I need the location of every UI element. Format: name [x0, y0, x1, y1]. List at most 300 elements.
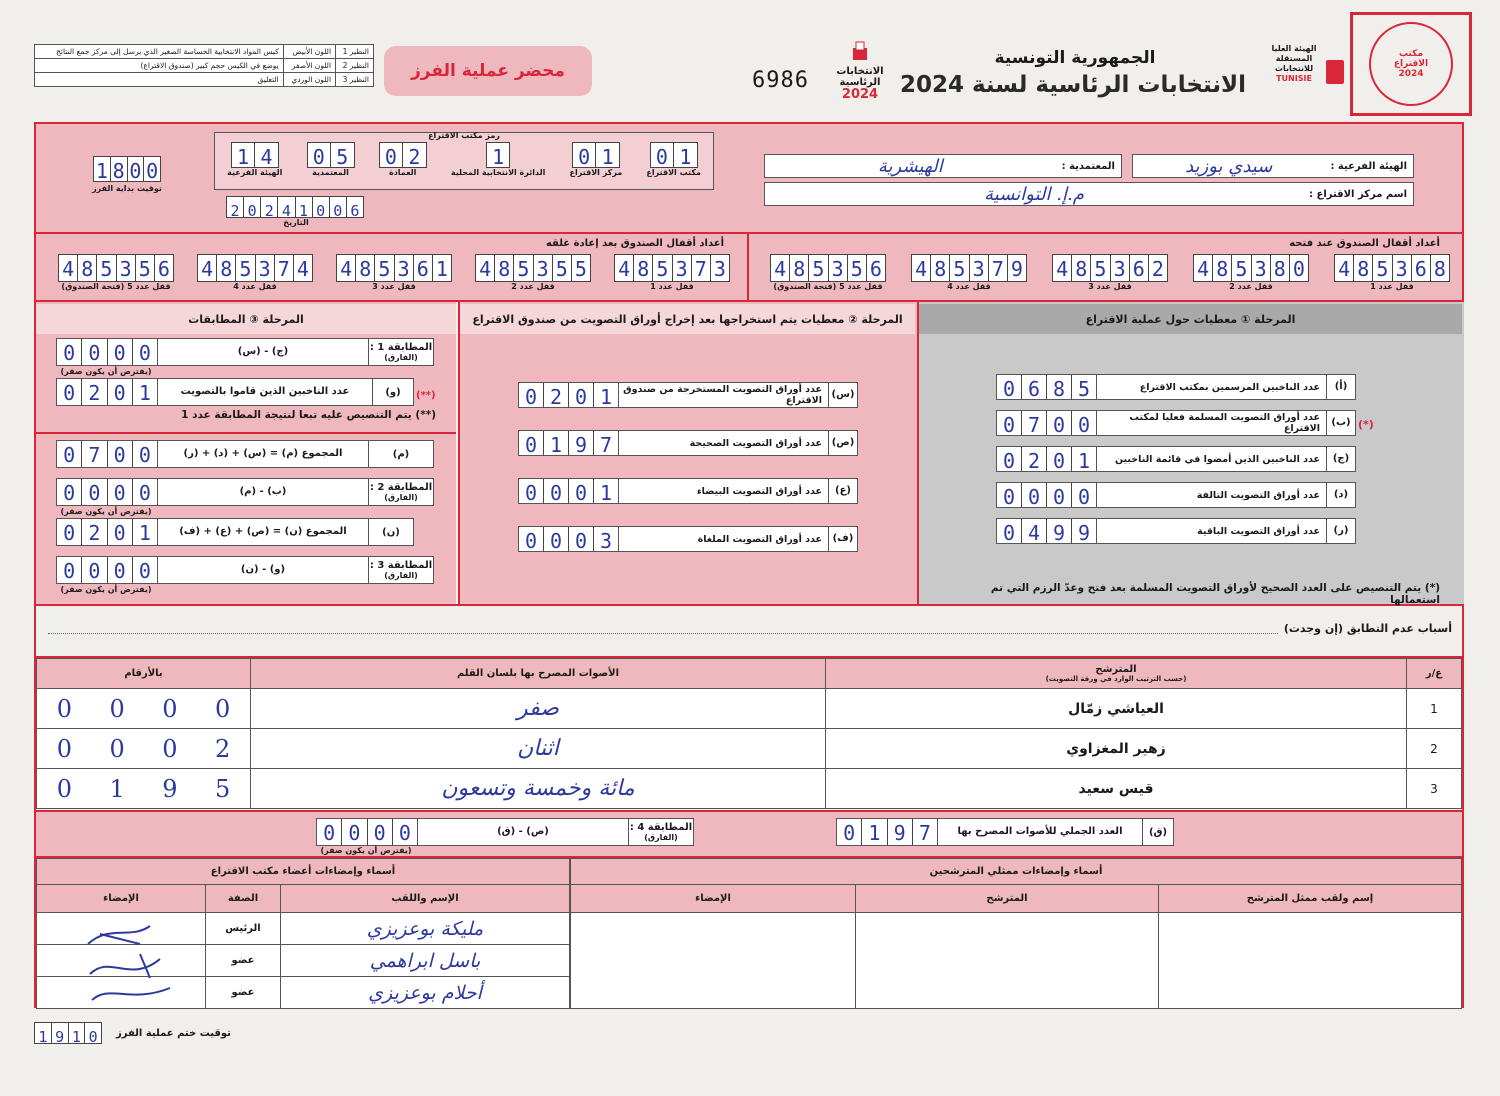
- value-digit: 0: [837, 819, 862, 845]
- start-time-digit: 8: [111, 157, 128, 181]
- code-box: [214, 132, 714, 190]
- m2-sub: (الفارق): [384, 493, 418, 502]
- col-digits: بالأرقام: [37, 659, 251, 689]
- value-digit: 9: [569, 431, 594, 455]
- m2-row: [56, 478, 434, 506]
- value-digit: 0: [544, 527, 569, 551]
- lock-digit: 3: [673, 255, 692, 281]
- phase-row-code: (د): [1326, 483, 1355, 507]
- subcommittee-row: [1132, 154, 1414, 178]
- lock-label: قفل عدد 5 (فتحة الصندوق): [773, 282, 883, 291]
- result-digit: 9: [162, 774, 178, 803]
- lock-value: [1193, 254, 1309, 282]
- phase-row-code: (ب): [1326, 411, 1355, 435]
- result-candidate: قيس سعيد: [826, 769, 1407, 809]
- lock-digit: 3: [713, 257, 726, 281]
- lock-digit: 8: [356, 255, 375, 281]
- lock-digit: 5: [514, 255, 533, 281]
- n-row: [56, 518, 414, 546]
- lock-digit: 5: [1091, 255, 1110, 281]
- flag-icon: [1326, 60, 1344, 84]
- value-digit: 0: [57, 339, 82, 365]
- code-label: المعتمدية: [312, 168, 349, 177]
- q-value: [837, 819, 937, 845]
- lock-item: [336, 254, 452, 291]
- result-digits-value: [38, 695, 249, 723]
- lock-digit: 6: [157, 257, 170, 281]
- lock-label: قفل عدد 3: [1088, 282, 1132, 291]
- lock-digit: 3: [1111, 255, 1130, 281]
- lock-digit: 3: [395, 255, 414, 281]
- end-time-value: [34, 1022, 102, 1044]
- logo-line-2: الرئاسية: [839, 77, 881, 88]
- lock-digit: 4: [476, 255, 495, 281]
- lock-digit: 4: [912, 255, 931, 281]
- lock-label: قفل عدد 4: [233, 282, 277, 291]
- code-item: [570, 142, 623, 177]
- w-note: (**) يتم التنصيص عليه تبعا لنتيجة المطابقة عدد 1: [181, 409, 436, 421]
- result-digits-value: [38, 775, 249, 803]
- delegation-label: المعتمدية :: [1061, 160, 1115, 172]
- results-table: [36, 658, 1462, 809]
- value-digit: 0: [569, 479, 594, 503]
- phase-row-label: عدد الناخبين المرسمين بمكتب الاقتراع: [1139, 381, 1320, 393]
- value-digit: 0: [519, 431, 544, 455]
- lock-digit: 6: [414, 255, 433, 281]
- n-code: (ن): [382, 526, 400, 538]
- phase-row: [518, 382, 858, 408]
- lock-digit: 3: [1252, 255, 1271, 281]
- lock-digit: 5: [136, 255, 155, 281]
- value-digit: 0: [997, 447, 1022, 471]
- reps-col-candidate: المترشح: [856, 885, 1159, 913]
- result-digits-value: [38, 735, 249, 763]
- value-digit: 0: [997, 519, 1022, 543]
- start-time-block: [72, 156, 182, 193]
- lock-digit: 5: [1232, 255, 1251, 281]
- code-digit: 5: [336, 145, 349, 169]
- lock-digit: 7: [989, 255, 1008, 281]
- discrepancy-label: أسباب عدم التطابق (إن وجدت): [1283, 622, 1452, 635]
- value-digit: 6: [1022, 375, 1047, 399]
- center-row: [764, 182, 1414, 206]
- code-digit: 0: [380, 143, 404, 167]
- value-digit: 2: [82, 379, 107, 405]
- end-time-digit: 1: [69, 1023, 86, 1043]
- official-stamp: [1350, 12, 1472, 116]
- value-digit: 0: [82, 339, 107, 365]
- phase2-header: [460, 304, 915, 334]
- lock-digit: 6: [869, 257, 882, 281]
- result-digit: 2: [214, 734, 231, 763]
- lock-value: [614, 254, 730, 282]
- value-digit: 0: [398, 821, 411, 845]
- value-digit: 7: [918, 821, 931, 845]
- q-row: [836, 818, 1174, 846]
- result-digit: 0: [214, 694, 231, 723]
- code-value: [572, 142, 620, 168]
- phase-row-code: (ع): [828, 479, 857, 503]
- phase-row: [996, 482, 1356, 508]
- member-role: عضو: [206, 945, 281, 977]
- lock-digit: 5: [553, 255, 572, 281]
- result-digit: 0: [56, 734, 73, 763]
- n-formula: المجموع (ن) = (ص) + (ع) + (ف): [157, 519, 369, 545]
- value-digit: 0: [138, 481, 151, 505]
- authority-brand: TUNISIE: [1276, 74, 1312, 83]
- lock-digit: 8: [1271, 255, 1290, 281]
- phase-row-value: [997, 519, 1097, 543]
- phase-row-label: عدد أوراق التصويت المستخرجة من صندوق الاقتراع: [623, 384, 822, 406]
- phase-row: [518, 430, 858, 456]
- phase-row-value: [997, 375, 1097, 399]
- lock-digit: 3: [117, 255, 136, 281]
- lock-label: قفل عدد 1: [650, 282, 694, 291]
- reps-col-name: إسم ولقب ممثل المترشح: [1159, 885, 1462, 913]
- member-name: مليكة بوعزيزي: [281, 913, 570, 945]
- value-digit: 0: [1047, 483, 1072, 507]
- lock-item: [58, 254, 174, 291]
- phase1-note: (*) يتم التنصيص على العدد الصحيح لأوراق التصويت المسلمة بعد فتح وعدّ الرزم التي تم استعمالها: [990, 582, 1440, 606]
- locks-open-group: [770, 254, 1450, 291]
- value-digit: 0: [108, 379, 133, 405]
- lock-item: [1052, 254, 1168, 291]
- value-digit: 0: [519, 383, 544, 407]
- lock-digit: 6: [1130, 255, 1149, 281]
- lock-digit: 8: [1213, 255, 1232, 281]
- members-col-role: الصفة: [206, 885, 281, 913]
- lock-item: [614, 254, 730, 291]
- code-label: الهيئة الفرعية: [227, 168, 283, 177]
- center-label: اسم مركز الاقتراع :: [1309, 188, 1407, 200]
- lock-digit: 9: [1010, 257, 1023, 281]
- result-digits: [37, 729, 251, 769]
- phase-row-label: عدد أوراق التصويت التالفة: [1196, 489, 1320, 501]
- discrepancy-dotline: [48, 623, 1278, 634]
- m2-note: (يفترض أن يكون صفر): [60, 507, 152, 516]
- phase3-title: المرحلة ③ المطابقات: [188, 312, 304, 326]
- col-candidate-sub: (حسب الترتيب الوارد في ورقة التصويت): [1045, 675, 1187, 683]
- phase-row-code: (ر): [1326, 519, 1355, 543]
- election-logo: [832, 40, 888, 102]
- lock-label: قفل عدد 1: [1370, 282, 1414, 291]
- m3-formula: (و) - (ن): [157, 557, 369, 583]
- lock-digit: 4: [615, 255, 634, 281]
- value-digit: 0: [317, 819, 342, 845]
- lock-item: [770, 254, 886, 291]
- lock-digit: 8: [1354, 255, 1373, 281]
- date-label: التاريخ: [283, 218, 309, 227]
- phase3-header: [36, 304, 456, 334]
- result-candidate: زهير المغزاوي: [826, 729, 1407, 769]
- result-digits: [37, 689, 251, 729]
- m1-row: [56, 338, 434, 366]
- date-value: [226, 196, 364, 218]
- subcommittee-label: الهيئة الفرعية :: [1330, 160, 1407, 172]
- delegation-row: [764, 154, 1122, 178]
- phase-row-value: [997, 447, 1097, 471]
- lock-digit: 8: [495, 255, 514, 281]
- phase-row: [518, 526, 858, 552]
- lock-value: [1052, 254, 1168, 282]
- lock-digit: 4: [1053, 255, 1072, 281]
- date-digit: 0: [313, 197, 330, 217]
- q-label: العدد الجملي للأصوات المصرح بها: [937, 819, 1143, 845]
- lock-value: [1334, 254, 1450, 282]
- form-title-badge: [384, 46, 592, 96]
- lock-digit: 8: [634, 255, 653, 281]
- member-role: الرئيس: [206, 913, 281, 945]
- code-digit: 1: [492, 145, 505, 169]
- phase-row: [996, 410, 1356, 436]
- result-digit: 0: [109, 734, 125, 763]
- code-label: مكتب الاقتراع: [646, 168, 701, 177]
- lock-digit: 8: [1433, 257, 1446, 281]
- value-digit: 0: [138, 341, 151, 365]
- start-time-digit: 1: [94, 157, 111, 181]
- result-no: 3: [1407, 769, 1462, 809]
- lock-digit: 7: [692, 255, 711, 281]
- envelope-desc: التعليق: [35, 73, 284, 87]
- value-digit: 1: [544, 431, 569, 455]
- lock-digit: 5: [848, 255, 867, 281]
- n-value: [57, 519, 157, 545]
- m2-formula: (ب) - (م): [157, 479, 369, 505]
- value-digit: 9: [1047, 519, 1072, 543]
- value-digit: 0: [82, 557, 107, 583]
- result-digit: 0: [162, 734, 178, 763]
- value-digit: 0: [997, 483, 1022, 507]
- lock-digit: 4: [1194, 255, 1213, 281]
- phase-row-code: (ج): [1326, 447, 1355, 471]
- m-row: [56, 440, 434, 468]
- date-digit: 6: [350, 202, 360, 220]
- value-digit: 0: [108, 339, 133, 365]
- phase1-rows: [996, 374, 1356, 554]
- lock-digit: 7: [275, 255, 294, 281]
- result-no: 1: [1407, 689, 1462, 729]
- end-time-digit: 9: [52, 1023, 69, 1043]
- phase-row-value: [519, 431, 619, 455]
- value-digit: 2: [544, 383, 569, 407]
- reps-col-signature: الإمضاء: [571, 885, 856, 913]
- date-block: [226, 196, 366, 227]
- lock-digit: 5: [574, 257, 587, 281]
- value-digit: 0: [108, 557, 133, 583]
- value-digit: 0: [1047, 447, 1072, 471]
- lock-digit: 2: [1151, 257, 1164, 281]
- phase-row-value: [519, 479, 619, 503]
- phase1-star: (*): [1358, 418, 1374, 431]
- result-digit: 0: [56, 774, 73, 803]
- phase-row-code: (ص): [828, 431, 857, 455]
- envelope-row: [35, 45, 374, 59]
- w-label: عدد الناخبين الذين قاموا بالتصويت: [157, 379, 373, 405]
- value-digit: 1: [599, 385, 613, 409]
- lock-label: قفل عدد 2: [511, 282, 555, 291]
- delegation-value: الهيشرية: [877, 155, 943, 177]
- value-digit: 8: [1047, 375, 1072, 399]
- lock-digit: 1: [435, 257, 448, 281]
- envelope-table: [34, 44, 374, 87]
- lock-value: [197, 254, 313, 282]
- value-digit: 0: [569, 383, 594, 407]
- m-code: (م): [392, 448, 410, 460]
- date-digit: 1: [296, 197, 313, 217]
- w-value: [57, 379, 157, 405]
- envelope-desc: يوضع في الكيس حجم كبير (صندوق الاقتراع): [35, 59, 284, 73]
- member-name: باسل ابراهمي: [281, 945, 570, 977]
- value-digit: 9: [1077, 521, 1091, 545]
- locks-close-title: أعداد أقفال الصندوق بعد إعادة غلقه: [545, 238, 724, 249]
- value-digit: 0: [519, 479, 544, 503]
- lock-digit: 6: [1412, 255, 1431, 281]
- code-digit: 2: [408, 145, 421, 169]
- lock-digit: 3: [1393, 255, 1412, 281]
- code-label: العمادة: [388, 168, 417, 177]
- envelope-no: النظير 2: [336, 59, 374, 73]
- m1-value: [57, 339, 157, 365]
- value-digit: 0: [1047, 411, 1072, 435]
- authority-name: الهيئة العليا المستقلة للانتخابات: [1271, 44, 1317, 73]
- m-value: [57, 441, 157, 467]
- envelope-row: [35, 59, 374, 73]
- value-digit: 0: [108, 441, 133, 467]
- envelope-row: [35, 73, 374, 87]
- discrepancy-row: [48, 622, 1452, 635]
- m3-note: (يفترض أن يكون صفر): [60, 585, 152, 594]
- start-time-digit: 0: [146, 159, 159, 183]
- authority-logo: [1262, 44, 1326, 83]
- locks-close-group: [58, 254, 730, 291]
- lock-value: [336, 254, 452, 282]
- result-digit: 5: [214, 774, 231, 803]
- lock-digit: 4: [771, 255, 790, 281]
- phase1-title: المرحلة ① معطيات حول عملية الاقتراع: [1085, 312, 1296, 326]
- value-digit: 0: [569, 527, 594, 551]
- col-no: ع/ر: [1407, 659, 1462, 689]
- value-digit: 7: [1022, 411, 1047, 435]
- code-title: رمز مكتب الاقتراع: [428, 131, 500, 140]
- col-candidate-label: المترشح: [1095, 664, 1137, 675]
- code-digit: 0: [308, 143, 332, 167]
- code-digit: 0: [573, 143, 597, 167]
- m4-formula: (ص) - (ق): [417, 819, 629, 845]
- col-words: الأصوات المصرح بها بلسان القلم: [251, 659, 826, 689]
- m1-formula: (ج) - (س): [157, 339, 369, 365]
- result-digit: 0: [162, 694, 178, 723]
- phase-row: [996, 374, 1356, 400]
- value-digit: 5: [1077, 377, 1091, 401]
- lock-label: قفل عدد 4: [947, 282, 991, 291]
- envelope-no: النظير 3: [336, 73, 374, 87]
- m-formula: المجموع (م) = (س) + (د) + (ر): [157, 441, 369, 467]
- lock-digit: 4: [59, 255, 78, 281]
- phase2-title: المرحلة ② معطيات يتم استخراجها بعد إخراج أوراق التصويت من صندوق الاقتراع: [472, 312, 903, 326]
- value-digit: 0: [1077, 485, 1091, 509]
- value-digit: 2: [82, 519, 107, 545]
- phase-row: [518, 478, 858, 504]
- date-digit: 2: [261, 197, 278, 217]
- result-words: صفر: [251, 689, 826, 729]
- phase-row-value: [997, 483, 1097, 507]
- m4-note: (يفترض أن يكون صفر): [320, 846, 412, 855]
- result-digit: 0: [109, 694, 125, 723]
- lock-value: [770, 254, 886, 282]
- member-role: عضو: [206, 977, 281, 1009]
- value-digit: 0: [57, 557, 82, 583]
- m3-label: المطابقة 3 :: [369, 560, 433, 571]
- q-code: (ق): [1148, 826, 1168, 838]
- lock-item: [1334, 254, 1450, 291]
- lock-digit: 5: [809, 255, 828, 281]
- date-digit: 4: [278, 197, 295, 217]
- lock-digit: 4: [337, 255, 356, 281]
- value-digit: 0: [342, 819, 367, 845]
- m1-note: (يفترض أن يكون صفر): [60, 367, 152, 376]
- phase-row-value: [997, 411, 1097, 435]
- result-no: 2: [1407, 729, 1462, 769]
- reps-title: أسماء وإمضاءات ممثلي المترشحين: [571, 859, 1462, 885]
- lock-digit: 3: [534, 255, 553, 281]
- code-digit: 1: [601, 145, 614, 169]
- phase-row-label: عدد أوراق التصويت الصحيحة: [689, 437, 822, 449]
- form-number: 6986: [752, 68, 809, 93]
- republic-title: الجمهورية التونسية: [994, 48, 1156, 68]
- value-digit: 0: [1077, 413, 1091, 437]
- result-digits: [37, 769, 251, 809]
- members-title: أسماء وإمضاءات أعضاء مكتب الاقتراع: [37, 859, 570, 885]
- member-name: أحلام بوعزيزي: [281, 977, 570, 1009]
- start-time-value: [93, 156, 161, 182]
- phase-row-label: عدد أوراق التصويت الباقية: [1197, 525, 1320, 537]
- phase-row-code: (س): [828, 383, 857, 407]
- result-words: اثنان: [251, 729, 826, 769]
- lock-digit: 3: [829, 255, 848, 281]
- result-row: [37, 689, 1462, 729]
- value-digit: 1: [862, 819, 887, 845]
- result-digit: 0: [56, 694, 73, 723]
- col-candidate: [826, 659, 1407, 689]
- m3-sub: (الفارق): [384, 571, 418, 580]
- value-digit: 0: [57, 379, 82, 405]
- value-digit: 0: [997, 375, 1022, 399]
- value-digit: 0: [138, 559, 151, 583]
- lock-label: قفل عدد 3: [372, 282, 416, 291]
- lock-value: [58, 254, 174, 282]
- date-digit: 0: [330, 197, 347, 217]
- lock-item: [475, 254, 591, 291]
- members-col-signature: الإمضاء: [37, 885, 206, 913]
- phase-row-label: عدد أوراق التصويت المسلمة فعليا لمكتب الاقتراع: [1129, 412, 1320, 434]
- logo-line-1: الانتخابات: [836, 66, 884, 77]
- lock-digit: 5: [236, 255, 255, 281]
- value-digit: 0: [82, 479, 107, 505]
- members-col-name: الإسم واللقب: [281, 885, 570, 913]
- end-time-label: توقيت ختم عملية الفرز: [116, 1027, 231, 1039]
- lock-digit: 4: [296, 257, 309, 281]
- end-time-digit: 1: [35, 1023, 52, 1043]
- lock-digit: 5: [375, 255, 394, 281]
- value-digit: 9: [888, 819, 913, 845]
- m4-sub: (الفارق): [644, 833, 678, 842]
- code-item: [227, 142, 282, 177]
- lock-digit: 8: [1072, 255, 1091, 281]
- value-digit: 7: [599, 433, 613, 457]
- result-row: [37, 729, 1462, 769]
- code-value: [379, 142, 427, 168]
- stamp-text: مكتب الاقتراع 2024: [1393, 49, 1429, 79]
